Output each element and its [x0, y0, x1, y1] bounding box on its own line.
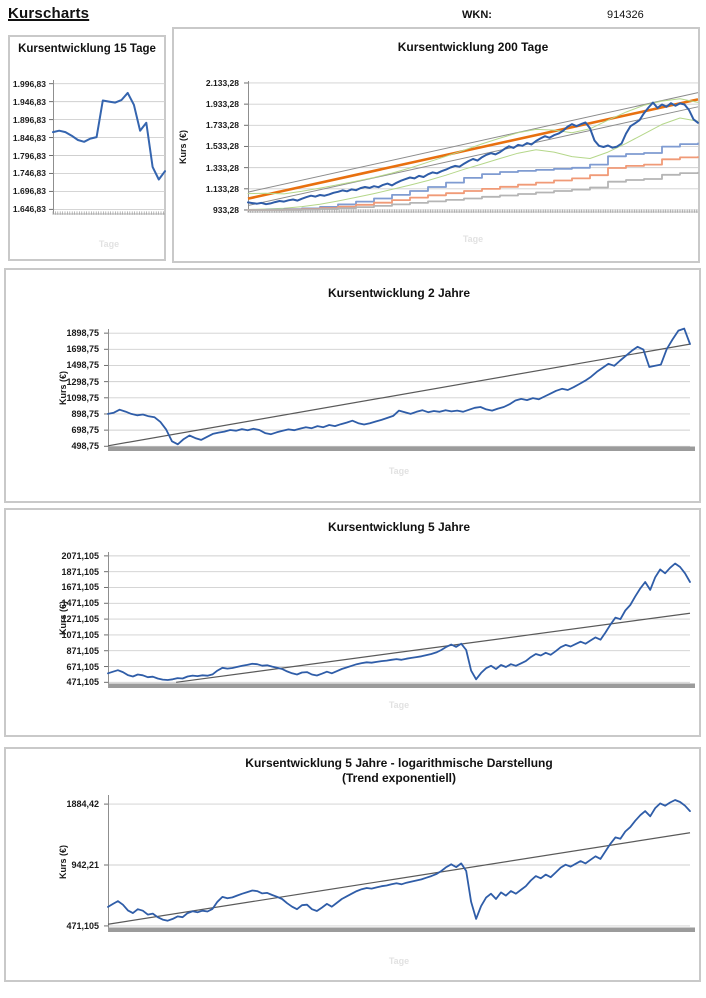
y-tick-label: 1071,105: [61, 629, 99, 640]
page-title: Kurscharts: [8, 5, 90, 22]
chart-title: Kursentwicklung 2 Jahre: [327, 286, 471, 300]
plot-area: [108, 552, 690, 684]
series-kurs: [108, 329, 690, 445]
y-tick-label: 1671,105: [61, 582, 99, 593]
y-tick-label: 471,105: [66, 677, 99, 688]
chart-title: Kursentwicklung 200 Tage: [397, 40, 549, 54]
y-axis-title: Kurs (€): [58, 371, 68, 406]
y-axis-title: Kurs (€): [178, 129, 188, 164]
plot-area: [108, 795, 690, 928]
y-tick-label: 942,21: [71, 860, 99, 870]
x-axis-watermark: Tage: [388, 956, 410, 966]
x-axis-watermark: Tage: [388, 466, 410, 476]
x-axis-watermark: Tage: [98, 239, 120, 249]
y-axis-tick-labels: [6, 550, 104, 688]
y-tick-label: 898,75: [71, 408, 99, 419]
y-tick-label: 698,75: [71, 425, 99, 436]
y-tick-label: 1.646,83: [12, 204, 46, 215]
y-tick-label: 1.533,28: [205, 141, 239, 152]
y-axis-tick-labels: [188, 77, 244, 215]
y-tick-label: 471,105: [66, 920, 99, 931]
chart-title: Kursentwicklung 5 Jahre - logarithmische Darstellung: [245, 756, 553, 770]
y-tick-label: 1898,75: [66, 328, 99, 339]
y-tick-label: 1.733,28: [205, 120, 239, 131]
y-tick-label: 1.996,83: [12, 78, 46, 89]
plot-canvas: [108, 329, 690, 447]
x-axis-watermark: Tage: [388, 700, 410, 710]
wkn-label: WKN:: [462, 9, 492, 21]
y-tick-label: 1.896,83: [12, 114, 46, 125]
y-tick-label: 1.946,83: [12, 96, 46, 107]
chart-subtitle: (Trend exponentiell): [341, 771, 456, 785]
chart-title: Kursentwicklung 5 Jahre: [327, 520, 471, 534]
y-axis-tick-labels: [6, 795, 104, 931]
y-tick-label: 1.333,28: [205, 162, 239, 173]
y-tick-label: 1471,105: [61, 598, 99, 609]
y-tick-label: 1.796,83: [12, 150, 46, 161]
chart-panel-2-jahre: [4, 268, 701, 503]
plot-canvas: [53, 80, 165, 214]
y-tick-label: 498,75: [71, 441, 99, 452]
plot-canvas: [248, 81, 698, 212]
series-kurs: [53, 93, 165, 180]
plot-area: [53, 80, 165, 214]
y-tick-label: 1884,42: [66, 799, 99, 810]
x-axis-watermark: Tage: [462, 234, 484, 244]
chart-panel-15-tage: [8, 35, 166, 261]
y-axis-tick-labels: [10, 80, 51, 214]
y-tick-label: 1298,75: [66, 376, 99, 387]
y-tick-label: 2.133,28: [205, 77, 239, 88]
y-tick-label: 1498,75: [66, 360, 99, 371]
chart-panel-5-jahre-log: [4, 747, 701, 982]
y-tick-label: 1271,105: [61, 614, 99, 625]
wkn-value: 914326: [607, 9, 644, 21]
plot-area: [248, 81, 698, 212]
y-tick-label: 1098,75: [66, 392, 99, 403]
series-kurs: [108, 564, 690, 681]
y-tick-label: 871,105: [66, 645, 99, 656]
chart-panel-5-jahre: [4, 508, 701, 737]
plot-canvas: [108, 795, 690, 928]
y-tick-label: 1.133,28: [205, 183, 239, 194]
plot-area: [108, 329, 690, 447]
y-tick-label: 1.846,83: [12, 132, 46, 143]
y-tick-label: 1698,75: [66, 344, 99, 355]
chart-title: Kursentwicklung 15 Tage: [18, 43, 156, 55]
y-axis-tick-labels: [6, 328, 104, 452]
trendline-trend-exponentiell: [108, 833, 690, 925]
chart-panel-200-tage: [172, 27, 700, 263]
y-tick-label: 671,105: [66, 661, 99, 672]
y-axis-title: Kurs (€): [58, 844, 68, 879]
y-tick-label: 1871,105: [61, 566, 99, 577]
trendline-trend: [176, 613, 690, 682]
y-axis-title: Kurs (€): [58, 601, 68, 636]
y-tick-label: 2071,105: [61, 550, 99, 561]
y-tick-label: 1.696,83: [12, 186, 46, 197]
y-tick-label: 933,28: [213, 204, 239, 215]
trendline-trend: [248, 99, 698, 198]
series-kurs: [108, 800, 690, 921]
y-tick-label: 1.933,28: [205, 99, 239, 110]
y-tick-label: 1.746,83: [12, 168, 46, 179]
plot-canvas: [108, 552, 690, 684]
